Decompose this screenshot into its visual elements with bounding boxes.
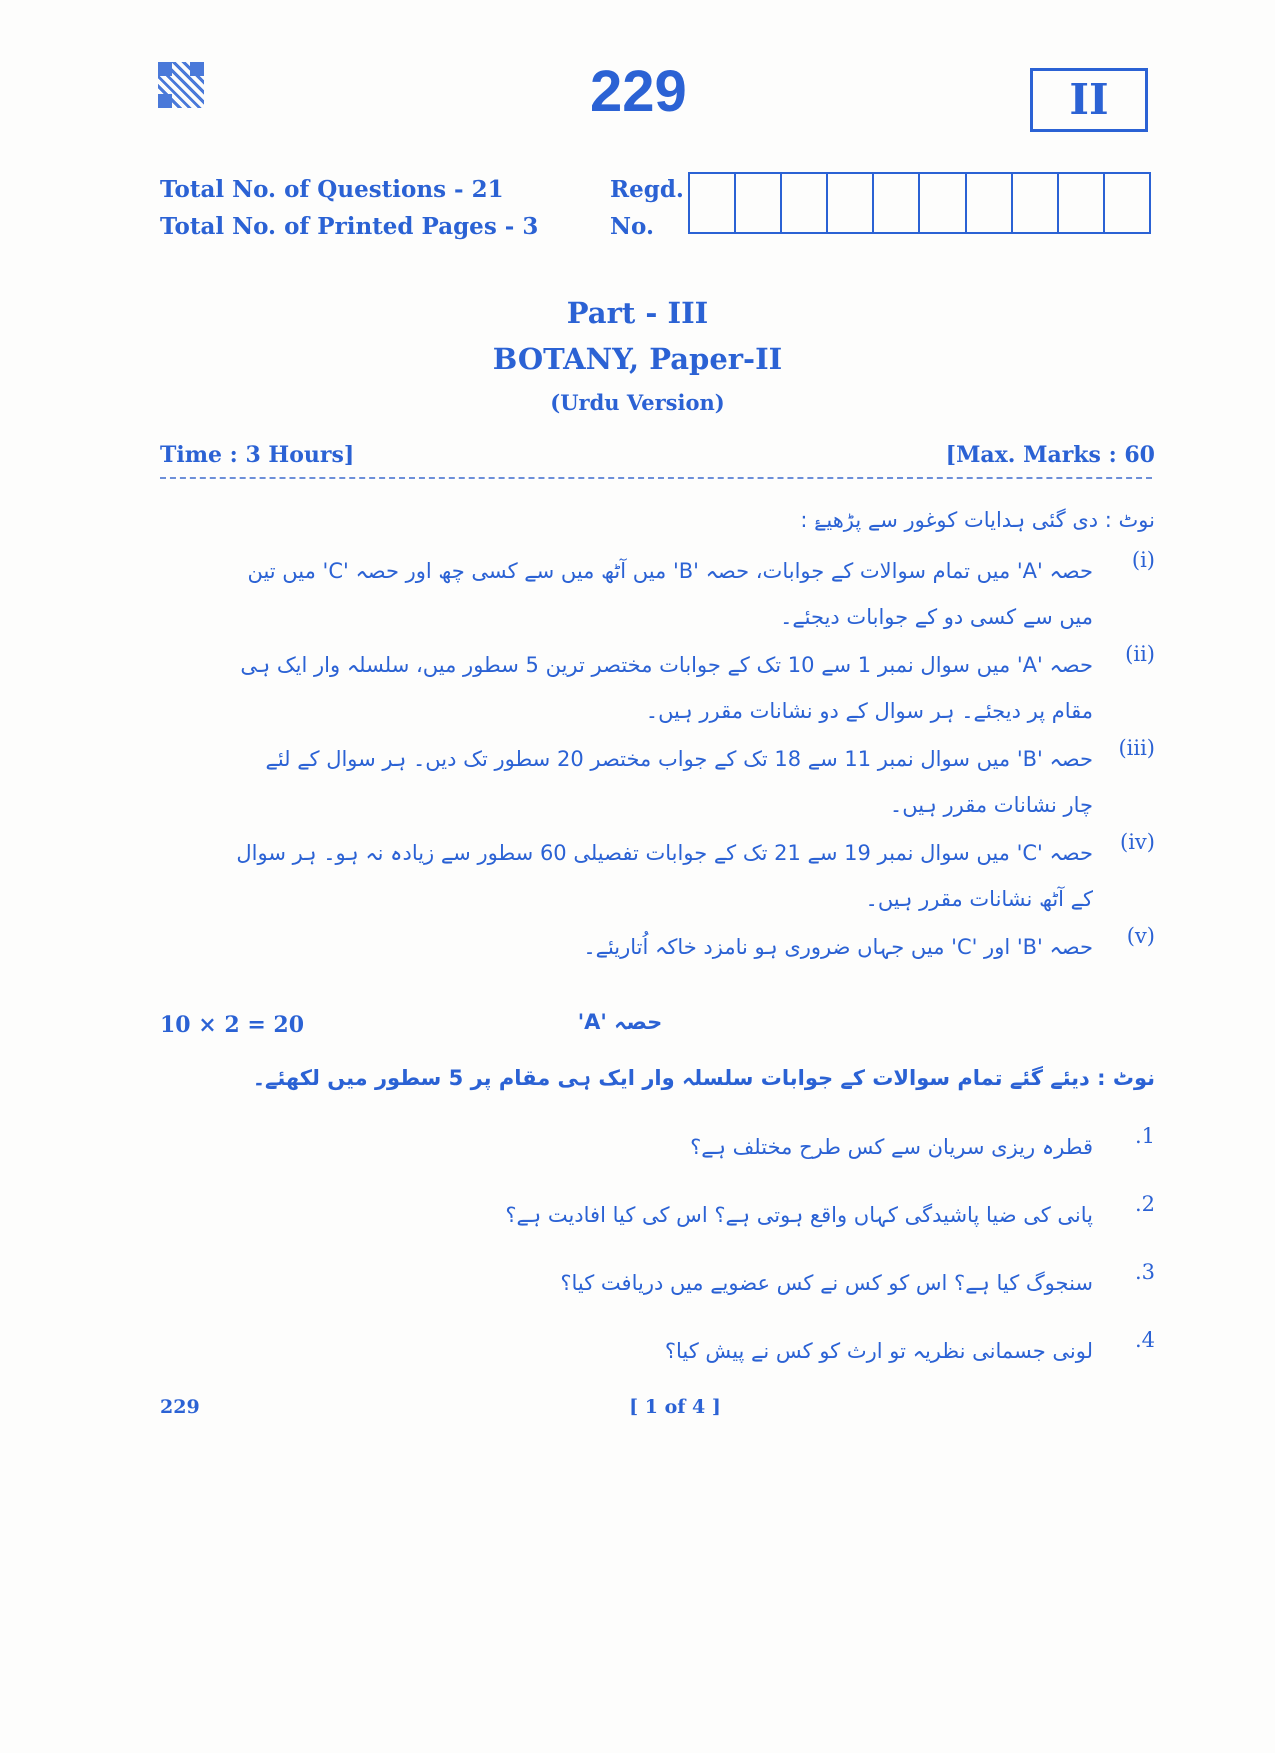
question-text: لونی جسمانی نظریہ تو ارث کو کس نے پیش کیا؟ — [664, 1339, 1093, 1363]
instruction-number: (v) — [1126, 924, 1155, 948]
page-number: [ 1 of 4 ] — [629, 1396, 721, 1418]
question-number: 2. — [1134, 1192, 1155, 1216]
question-text: قطرہ ریزی سریان سے کس طرح مختلف ہے؟ — [690, 1135, 1093, 1159]
instruction-item — [235, 736, 1155, 828]
section-a-heading: حصہ 'A' — [577, 1010, 663, 1034]
part-title: Part - III — [566, 296, 709, 330]
instruction-number: (i) — [1131, 548, 1155, 572]
instruction-text: حصہ 'B' میں سوال نمبر 11 سے 18 تک کے جواب مختصر 20 سطور تک دیں۔ ہر سوال کے لئے چار نشانات مقرر ہیں۔ — [265, 747, 1093, 817]
instruction-item — [235, 642, 1155, 734]
total-pages: Total No. of Printed Pages - 3 — [160, 213, 539, 240]
instructions-heading: نوٹ : دی گئی ہدایات کوغور سے پڑھیۓ : — [800, 508, 1155, 532]
question-text: پانی کی ضیا پاشیدگی کہاں واقع ہوتی ہے؟ اس کی کیا افادیت ہے؟ — [505, 1203, 1093, 1227]
time-label: Time : 3 Hours] — [160, 442, 355, 468]
instruction-number: (ii) — [1125, 642, 1155, 666]
subject-title: BOTANY, Paper-II — [492, 342, 783, 376]
question-item — [690, 1124, 1155, 1170]
registration-number-grid — [688, 172, 1151, 234]
question-text: سنجوگ کیا ہے؟ اس کو کس نے کس عضویے میں دریافت کیا؟ — [560, 1271, 1093, 1295]
qr-code — [158, 62, 204, 108]
question-item — [560, 1260, 1155, 1306]
question-number: 1. — [1134, 1124, 1155, 1148]
section-a-note: نوٹ : دیئے گئے تمام سوالات کے جوابات سلسلہ وار ایک ہی مقام پر 5 سطور میں لکھئے۔ — [252, 1066, 1155, 1090]
total-questions: Total No. of Questions - 21 — [160, 176, 504, 203]
instruction-item — [235, 830, 1155, 922]
instruction-text: حصہ 'A' میں سوال نمبر 1 سے 10 تک کے جوابات مختصر ترین 5 سطور میں، سلسلہ وار ایک ہی مقام پر دیجئے۔ ہر سوال کے دو نشانات مقرر ہیں۔ — [240, 653, 1093, 723]
instruction-text: حصہ 'A' میں تمام سوالات کے جوابات، حصہ 'B' میں آٹھ میں سے کسی چھ اور حصہ 'C' میں تین میں سے کسی دو کے جوابات دیجئے۔ — [247, 559, 1093, 629]
paper-code: 229 — [590, 59, 687, 124]
instruction-text: حصہ 'C' میں سوال نمبر 19 سے 21 تک کے جوابات تفصیلی 60 سطور سے زیادہ نہ ہو۔ ہر سوال کے آٹھ نشانات مقرر ہیں۔ — [236, 841, 1093, 911]
max-marks-label: [Max. Marks : 60 — [945, 442, 1155, 468]
question-number: 4. — [1134, 1328, 1155, 1352]
instruction-item — [235, 924, 1155, 970]
instruction-item — [235, 548, 1155, 640]
regd-label: Regd. — [610, 176, 684, 203]
question-number: 3. — [1134, 1260, 1155, 1284]
question-item — [665, 1328, 1155, 1374]
instruction-number: (iii) — [1118, 736, 1155, 760]
section-a-marks: 10 × 2 = 20 — [160, 1012, 305, 1038]
instruction-text: حصہ 'B' اور 'C' میں جہاں ضروری ہو نامزد خاکہ اُتاریئے۔ — [583, 935, 1093, 959]
no-label: No. — [610, 213, 654, 240]
footer-code: 229 — [160, 1396, 200, 1418]
set-number-box: II — [1030, 68, 1148, 132]
divider — [160, 477, 1152, 479]
question-item — [505, 1192, 1155, 1238]
version-label: (Urdu Version) — [550, 390, 725, 415]
instruction-number: (iv) — [1120, 830, 1155, 854]
